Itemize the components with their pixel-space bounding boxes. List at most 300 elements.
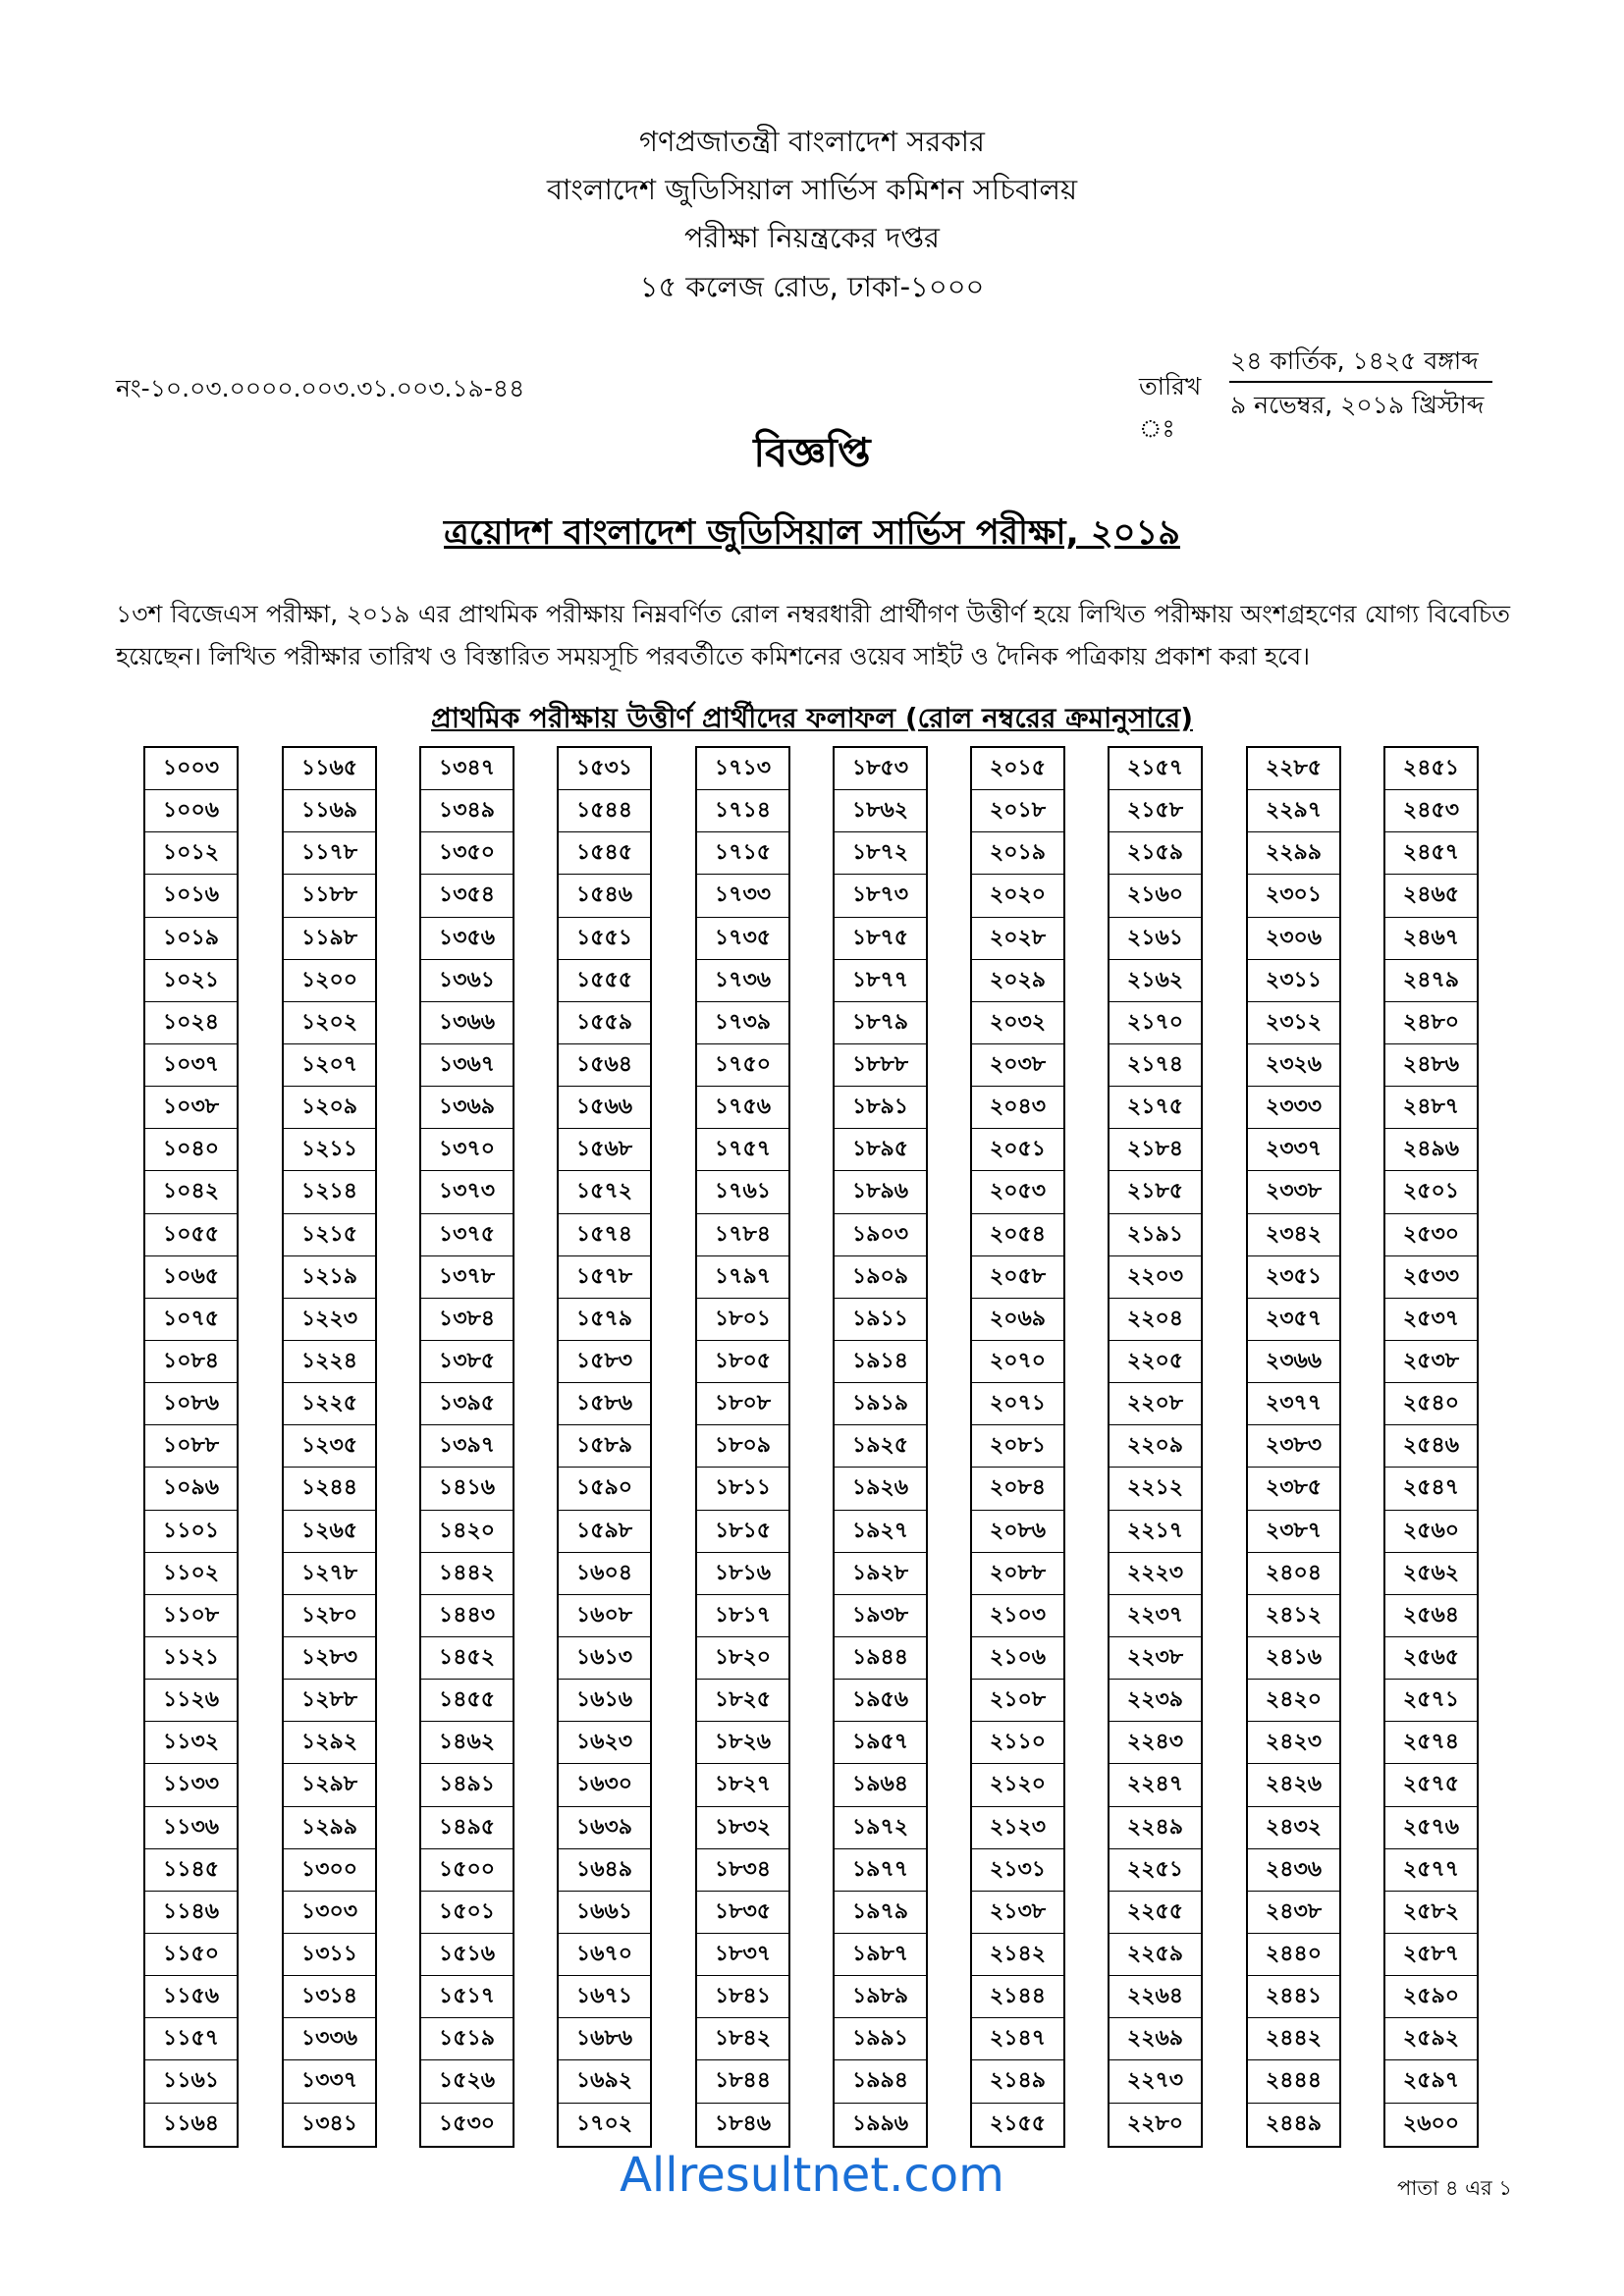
roll-number-cell: ১১৫০: [145, 1934, 237, 1976]
roll-number-cell: ১১২৬: [145, 1680, 237, 1722]
roll-number-cell: ২৫৬০: [1385, 1511, 1477, 1553]
roll-number-cell: ১২৯২: [284, 1722, 375, 1764]
roll-number-cell: ১৩৫৪: [421, 875, 513, 917]
roll-number-cell: ১৫৩০: [438, 2110, 496, 2136]
roll-number-cell: ২২৭৩: [1110, 2060, 1201, 2103]
roll-number-cell: ১৮১৬: [697, 1553, 788, 1595]
roll-number-cell: ১৭৩৫: [697, 918, 788, 960]
roll-number-cell: ২২৫৫: [1110, 1892, 1201, 1934]
roll-number-cell: ১১৬৫: [284, 748, 375, 790]
roll-number-cell: ২৪৮৭: [1385, 1087, 1477, 1129]
roll-number-cell: ১০১৯: [145, 918, 237, 960]
roll-number-cell: ১৯৭২: [835, 1807, 926, 1849]
roll-number-cell: ১৩৭৩: [421, 1171, 513, 1213]
roll-number-cell: ১৩৯৭: [421, 1425, 513, 1468]
roll-number-cell: ২১০৮: [972, 1680, 1063, 1722]
roll-number-cell: ১৩৪৯: [421, 790, 513, 832]
roll-number-cell: ১৮৪১: [697, 1976, 788, 2018]
roll-number-cell: ১২৮৮: [284, 1680, 375, 1722]
roll-number-cell: ২৩৩৮: [1248, 1171, 1339, 1213]
roll-number-cell: ১০২১: [145, 960, 237, 1002]
page-number: পাতা ৪ এর ১: [1397, 2176, 1512, 2200]
roll-number-cell: ১২০২: [284, 1002, 375, 1044]
roll-number-cell: ২১৬১: [1110, 918, 1201, 960]
roll-number-cell: ১৯৫৭: [835, 1722, 926, 1764]
roll-number-cell: ১৫৮৯: [559, 1425, 650, 1468]
roll-number-cell: ১০৮৮: [145, 1425, 237, 1468]
roll-number-cell: ১৩৬১: [421, 960, 513, 1002]
roll-number-cell: ২১৪৯: [972, 2060, 1063, 2103]
roll-number-cell: ১২২৫: [284, 1383, 375, 1425]
roll-number-cell: ২৩৮৩: [1248, 1425, 1339, 1468]
roll-number-cell: ২২৯৯: [1248, 832, 1339, 875]
roll-number-cell: ২৫৮২: [1385, 1892, 1477, 1934]
roll-number-cell: ২৩১১: [1248, 960, 1339, 1002]
roll-number-cell: ১৯৭৯: [835, 1892, 926, 1934]
roll-number-cell: ১৭৬১: [697, 1171, 788, 1213]
roll-number-cell: ১৮৯৬: [835, 1171, 926, 1213]
roll-number-cell: ১৯৪৪: [835, 1637, 926, 1680]
roll-number-cell: ১৮৭২: [835, 832, 926, 875]
roll-number-cell: ১৪৫৫: [421, 1680, 513, 1722]
roll-number-cell: ২০২৯: [972, 960, 1063, 1002]
roll-number-cell: ১৬০৪: [559, 1553, 650, 1595]
roll-number-cell: ১১৫৭: [145, 2018, 237, 2060]
roll-number-cell: ২৫৪৭: [1385, 1468, 1477, 1510]
roll-number-cell: ২২০৫: [1110, 1341, 1201, 1383]
roll-number-cell: ১৮২৭: [697, 1764, 788, 1806]
roll-number-cell: ২১৩৮: [972, 1892, 1063, 1934]
roll-number-cell: ১৩০০: [284, 1849, 375, 1892]
roll-number-cell: ১৫১৯: [421, 2018, 513, 2060]
roll-number-cell: ২১৭৫: [1110, 1087, 1201, 1129]
date-english: ৯ নভেম্বর, ২০১৯ খ্রিস্টাব্দ: [1230, 391, 1485, 419]
roll-number-cell: ১১০৮: [145, 1595, 237, 1637]
roll-number-cell: ১৪৫২: [421, 1637, 513, 1680]
roll-number-cell: ১৫৭৪: [559, 1214, 650, 1256]
roll-number-cell: ১৯৫৬: [835, 1680, 926, 1722]
roll-number-cell: ১০৪০: [145, 1129, 237, 1171]
roll-number-cell: ২৩৬৬: [1248, 1341, 1339, 1383]
roll-number-cell: ১৩৯৫: [421, 1383, 513, 1425]
roll-number-cell: ২২৫৯: [1110, 1934, 1201, 1976]
roll-number-cell: ১৫৬৮: [559, 1129, 650, 1171]
roll-number-cell: ১২০৯: [284, 1087, 375, 1129]
roll-number-cell: ১১০১: [145, 1511, 237, 1553]
notice-paragraph: ১৩শ বিজেএস পরীক্ষা, ২০১৯ এর প্রাথমিক পরীক্ষায় নিম্নবর্ণিত রোল নম্বরধারী প্রার্থীগণ উত্তীর্ণ হয়ে লিখিত পরীক্ষায় অংশগ্রহণের যোগ্য বিবেচিত হয়েছেন। লিখিত পরীক্ষার তারিখ ও বিস্তারিত সময়সূচি পরবর্তীতে কমিশনের ওয়েব সাইট ও দৈনিক পত্রিকায় প্রকাশ করা হবে।: [116, 600, 1510, 670]
roll-number-cell: ১০৭৫: [145, 1299, 237, 1341]
roll-number-cell: ১৯৯৪: [835, 2060, 926, 2103]
roll-number-cell: ১৬১৩: [559, 1637, 650, 1680]
roll-number-cell: ২২০৪: [1110, 1299, 1201, 1341]
roll-number-cell: ২১১০: [972, 1722, 1063, 1764]
roll-number-cell: ২২৩৮: [1110, 1637, 1201, 1680]
roll-number-cell: ১৭৮৪: [697, 1214, 788, 1256]
roll-number-cell: ১৩৪৭: [421, 748, 513, 790]
roll-number-cell: ১২৬৫: [284, 1511, 375, 1553]
roll-number-cell: ২৪৫১: [1385, 748, 1477, 790]
roll-number-cell: ১২১৪: [284, 1171, 375, 1213]
roll-number-cell: ১০৮৪: [145, 1341, 237, 1383]
roll-number-cell: ২৪৩৬: [1248, 1849, 1339, 1892]
roll-number-cell: ১৭১৩: [697, 748, 788, 790]
roll-column: [1383, 746, 1479, 2148]
roll-number-cell: ১৮৩৪: [697, 1849, 788, 1892]
roll-number-cell: ১৯২৫: [835, 1425, 926, 1468]
roll-number-cell: ১৩৫০: [421, 832, 513, 875]
roll-number-cell: ১৬২৩: [559, 1722, 650, 1764]
roll-number-cell: ১১৭৮: [284, 832, 375, 875]
roll-number-cell: ২২১২: [1110, 1468, 1201, 1510]
roll-number-cell: ২০১৮: [972, 790, 1063, 832]
roll-number-cell: ২২৩৭: [1110, 1595, 1201, 1637]
roll-number-cell: ১৯২৮: [835, 1553, 926, 1595]
roll-number-cell: ১১৯৮: [284, 918, 375, 960]
roll-number-cell: ২৫৯২: [1385, 2018, 1477, 2060]
roll-number-cell: ১৬৩০: [559, 1764, 650, 1806]
roll-number-cell: ২৪৫৭: [1385, 832, 1477, 875]
roll-number-cell: ১১৩২: [145, 1722, 237, 1764]
roll-number-cell: ২০১৯: [972, 832, 1063, 875]
roll-number-cell: ১১৩৩: [145, 1764, 237, 1806]
roll-number-cell: ১৮৫৩: [835, 748, 926, 790]
roll-number-cell: ১৩৭৮: [421, 1256, 513, 1299]
roll-number-cell: ১৮৩৭: [697, 1934, 788, 1976]
roll-number-cell: ১৯০৩: [835, 1214, 926, 1256]
roll-number-cell: ২১০৩: [972, 1595, 1063, 1637]
roll-number-cell: ২৩০১: [1248, 875, 1339, 917]
roll-number-cell: ২২৪৩: [1110, 1722, 1201, 1764]
roll-number-cell: ২০৫৩: [972, 1171, 1063, 1213]
roll-number-cell: ১০৮৬: [145, 1383, 237, 1425]
roll-number-cell: ১৩৮৪: [421, 1299, 513, 1341]
roll-number-cell: ২৫৪৬: [1385, 1425, 1477, 1468]
roll-number-cell: ১৯২৬: [835, 1468, 926, 1510]
roll-number-cell: ১১৬১: [145, 2060, 237, 2103]
roll-number-cell: ১৮১৭: [697, 1595, 788, 1637]
roll-number-cell: ১৩৭৫: [421, 1214, 513, 1256]
roll-number-cell: ১৯১৯: [835, 1383, 926, 1425]
roll-number-cell: ২১৫৮: [1110, 790, 1201, 832]
roll-number-cell: ২১৬০: [1110, 875, 1201, 917]
roll-number-cell: ১৭৯৭: [697, 1256, 788, 1299]
roll-number-cell: ১০৪২: [145, 1171, 237, 1213]
roll-number-cell: ২৫৬৫: [1385, 1637, 1477, 1680]
roll-number-cell: ২২৩৯: [1110, 1680, 1201, 1722]
roll-number-cell: ১৯৬৪: [835, 1764, 926, 1806]
roll-number-cell: ১২১১: [284, 1129, 375, 1171]
roll-number-cell: ২০৩৮: [972, 1044, 1063, 1087]
roll-number-cell: ২২৮৫: [1248, 748, 1339, 790]
roll-number-cell: ২১৮৪: [1110, 1129, 1201, 1171]
roll-number-cell: ১৫১৬: [421, 1934, 513, 1976]
notice-title: বিজ্ঞপ্তি: [753, 429, 871, 476]
roll-number-cell: ১৭৫৬: [697, 1087, 788, 1129]
roll-number-cell: ২৩৩৭: [1248, 1129, 1339, 1171]
roll-number-cell: ১১৪৬: [145, 1892, 237, 1934]
roll-number-cell: ১৮২৫: [697, 1680, 788, 1722]
roll-number-cell: ১৪২০: [421, 1511, 513, 1553]
roll-number-cell: ১৮৪৪: [697, 2060, 788, 2103]
roll-number-cell: ২০২০: [972, 875, 1063, 917]
roll-number-cell: ২২৮০: [1126, 2110, 1184, 2136]
roll-number-cell: ২০৫৮: [972, 1256, 1063, 1299]
roll-number-cell: ১৫০০: [421, 1849, 513, 1892]
watermark-link[interactable]: Allresultnet.com: [620, 2148, 1004, 2203]
roll-number-cell: ১৫১৭: [421, 1976, 513, 2018]
roll-number-cell: ২১৮৫: [1110, 1171, 1201, 1213]
roll-number-cell: ১৭৫৭: [697, 1129, 788, 1171]
roll-number-cell: ২২৬৪: [1110, 1976, 1201, 2018]
roll-number-cell: ২২৪৭: [1110, 1764, 1201, 1806]
roll-number-cell: ১৯১৪: [835, 1341, 926, 1383]
roll-number-cell: ১৮৬২: [835, 790, 926, 832]
roll-number-cell: ১৮১১: [697, 1468, 788, 1510]
roll-number-cell: ২১৫৭: [1110, 748, 1201, 790]
roll-number-cell: ১৮৯৫: [835, 1129, 926, 1171]
roll-number-cell: ১৯৭৭: [835, 1849, 926, 1892]
roll-number-cell: ১৫৫৯: [559, 1002, 650, 1044]
roll-number-cell: ২৫৯৭: [1385, 2060, 1477, 2103]
roll-number-cell: ১০৯৬: [145, 1468, 237, 1510]
roll-number-cell: ১০৩৭: [145, 1044, 237, 1087]
roll-number-cell: ২১৭০: [1110, 1002, 1201, 1044]
roll-number-cell: ২৪৪১: [1248, 1976, 1339, 2018]
roll-number-cell: ১২৪৪: [284, 1468, 375, 1510]
header-secretariat: বাংলাদেশ জুডিসিয়াল সার্ভিস কমিশন সচিবালয়: [546, 173, 1078, 206]
roll-number-cell: ২০৩২: [972, 1002, 1063, 1044]
roll-number-cell: ২২৯৭: [1248, 790, 1339, 832]
roll-number-cell: ১৫৯৮: [559, 1511, 650, 1553]
roll-number-cell: ১৩৪১: [300, 2110, 358, 2136]
roll-number-cell: ১৮০৯: [697, 1425, 788, 1468]
roll-number-cell: ১৪৬২: [421, 1722, 513, 1764]
roll-number-cell: ২৫৭৭: [1385, 1849, 1477, 1892]
roll-number-cell: ২৪০৪: [1248, 1553, 1339, 1595]
roll-number-cell: ২৩০৬: [1248, 918, 1339, 960]
roll-number-cell: ২১৬২: [1110, 960, 1201, 1002]
roll-number-cell: ১৩৬৯: [421, 1087, 513, 1129]
roll-number-cell: ১৭৩৬: [697, 960, 788, 1002]
roll-number-cell: ১৯৯৬: [851, 2110, 909, 2136]
roll-number-cell: ১০১২: [145, 832, 237, 875]
roll-number-cell: ১৫৩১: [559, 748, 650, 790]
roll-number-cell: ২২৪৯: [1110, 1807, 1201, 1849]
roll-number-cell: ১৫৬৬: [559, 1087, 650, 1129]
roll-number-cell: ২০৭১: [972, 1383, 1063, 1425]
roll-number-cell: ১৬০৮: [559, 1595, 650, 1637]
roll-number-cell: ২৪৮০: [1385, 1002, 1477, 1044]
roll-number-cell: ২০১৫: [972, 748, 1063, 790]
roll-number-cell: ২১৪৭: [972, 2018, 1063, 2060]
roll-number-cell: ২৪৭৯: [1385, 960, 1477, 1002]
roll-number-cell: ১৮০৫: [697, 1341, 788, 1383]
roll-number-cell: ১১৩৬: [145, 1807, 237, 1849]
roll-number-cell: ১৭৩৩: [697, 875, 788, 917]
roll-number-cell: ২৫৪০: [1385, 1383, 1477, 1425]
roll-number-cell: ২০৮৮: [972, 1553, 1063, 1595]
header-address: ১৫ কলেজ রোড, ঢাকা-১০০০: [639, 270, 985, 303]
roll-number-cell: ১৫৯০: [559, 1468, 650, 1510]
roll-number-cell: ২৩৮৫: [1248, 1468, 1339, 1510]
roll-column: [833, 746, 928, 2148]
roll-number-cell: ২৩৪২: [1248, 1214, 1339, 1256]
roll-number-cell: ১৮২৬: [697, 1722, 788, 1764]
roll-number-cell: ১৬১৬: [559, 1680, 650, 1722]
roll-number-cell: ২৪৯৬: [1385, 1129, 1477, 1171]
roll-number-cell: ১১৬৪: [162, 2110, 220, 2136]
roll-number-cell: ১১৫৬: [145, 1976, 237, 2018]
date-divider: [1229, 381, 1492, 383]
results-title: প্রাথমিক পরীক্ষায় উত্তীর্ণ প্রার্থীদের ফলাফল (রোল নম্বরের ক্রমানুসারে): [431, 702, 1193, 734]
roll-number-cell: ১৭১৫: [697, 832, 788, 875]
roll-number-cell: ২৪২৬: [1248, 1764, 1339, 1806]
roll-number-cell: ২০৮১: [972, 1425, 1063, 1468]
roll-number-cell: ১২০৭: [284, 1044, 375, 1087]
roll-number-cell: ২১৪৪: [972, 1976, 1063, 2018]
roll-number-cell: ২৫৭১: [1385, 1680, 1477, 1722]
roll-number-cell: ২১৫৯: [1110, 832, 1201, 875]
roll-number-cell: ১২৮৩: [284, 1637, 375, 1680]
roll-number-cell: ২৩৩৩: [1248, 1087, 1339, 1129]
roll-number-cell: ২৫৩৭: [1385, 1299, 1477, 1341]
roll-number-cell: ২২০৯: [1110, 1425, 1201, 1468]
roll-number-cell: ২৪১৬: [1248, 1637, 1339, 1680]
roll-number-cell: ১০০৩: [145, 748, 237, 790]
roll-number-cell: ১১০২: [145, 1553, 237, 1595]
roll-number-cell: ২৪৪৪: [1248, 2060, 1339, 2103]
roll-number-cell: ২০৫১: [972, 1129, 1063, 1171]
roll-number-cell: ২৫৭৬: [1385, 1807, 1477, 1849]
roll-number-cell: ১৬৭১: [559, 1976, 650, 2018]
roll-number-cell: ১৩১৪: [284, 1976, 375, 2018]
roll-number-cell: ২৫৯০: [1385, 1976, 1477, 2018]
roll-number-cell: ২৫৭৪: [1385, 1722, 1477, 1764]
roll-number-cell: ১২৭৮: [284, 1553, 375, 1595]
roll-number-cell: ২৪৪৯: [1265, 2110, 1323, 2136]
roll-number-cell: ১৬৮৬: [559, 2018, 650, 2060]
roll-number-cell: ২৪৫৩: [1385, 790, 1477, 832]
roll-number-cell: ১৯৩৮: [835, 1595, 926, 1637]
memo-number: নং-১০.০৩.০০০০.০০৩.৩১.০০৩.১৯-৪৪: [116, 374, 525, 402]
roll-number-cell: ১৮৯১: [835, 1087, 926, 1129]
roll-number-cell: ২৪৪০: [1248, 1934, 1339, 1976]
roll-number-cell: ১৫৪৪: [559, 790, 650, 832]
roll-number-cell: ২৫৬৪: [1385, 1595, 1477, 1637]
roll-number-cell: ১৮৭৯: [835, 1002, 926, 1044]
roll-number-cell: ২০৮৬: [972, 1511, 1063, 1553]
roll-number-cell: ১২১৯: [284, 1256, 375, 1299]
roll-number-cell: ১৮৭৫: [835, 918, 926, 960]
roll-number-cell: ১৮২০: [697, 1637, 788, 1680]
roll-column: [143, 746, 239, 2148]
roll-number-cell: ২১৪২: [972, 1934, 1063, 1976]
roll-number-cell: ২৪২৩: [1248, 1722, 1339, 1764]
roll-number-cell: ১৭১৪: [697, 790, 788, 832]
roll-number-cell: ১৭৫০: [697, 1044, 788, 1087]
roll-number-cell: ২৫৭৫: [1385, 1764, 1477, 1806]
roll-number-cell: ১৬৬১: [559, 1892, 650, 1934]
roll-number-cell: ১৩১১: [284, 1934, 375, 1976]
roll-number-cell: ১০০৬: [145, 790, 237, 832]
roll-number-cell: ১১৬৯: [284, 790, 375, 832]
roll-number-cell: ১৪৪৩: [421, 1595, 513, 1637]
roll-number-cell: ১৫৮৬: [559, 1383, 650, 1425]
roll-number-cell: ১২৯৮: [284, 1764, 375, 1806]
roll-number-cell: ২৫৩৩: [1385, 1256, 1477, 1299]
roll-number-cell: ২২৫১: [1110, 1849, 1201, 1892]
roll-number-cell: ১৪৯১: [421, 1764, 513, 1806]
roll-number-cell: ১৬৪৯: [559, 1849, 650, 1892]
roll-number-cell: ১৮৭৭: [835, 960, 926, 1002]
roll-number-cell: ১০৫৫: [145, 1214, 237, 1256]
roll-number-cell: ১৮০৮: [697, 1383, 788, 1425]
roll-number-cell: ২০৬৯: [972, 1299, 1063, 1341]
roll-number-cell: ২৩৫৭: [1248, 1299, 1339, 1341]
roll-number-cell: ২০৫৪: [972, 1214, 1063, 1256]
roll-number-cell: ১০৬৫: [145, 1256, 237, 1299]
roll-number-cell: ২৫৩৮: [1385, 1341, 1477, 1383]
roll-number-cell: ২৪৬৫: [1385, 875, 1477, 917]
roll-number-cell: ২৪৮৬: [1385, 1044, 1477, 1087]
roll-number-cell: ২১২৩: [972, 1807, 1063, 1849]
roll-number-cell: ২১২০: [972, 1764, 1063, 1806]
roll-number-cell: ১৪১৬: [421, 1468, 513, 1510]
roll-number-cell: ২৩৫১: [1248, 1256, 1339, 1299]
roll-number-cell: ১৩৬৭: [421, 1044, 513, 1087]
roll-number-cell: ২৪৬৭: [1385, 918, 1477, 960]
roll-number-cell: ২৪১২: [1248, 1595, 1339, 1637]
roll-number-cell: ১৩৮৫: [421, 1341, 513, 1383]
roll-number-cell: ১৬৭০: [559, 1934, 650, 1976]
roll-number-cell: ২২৬৯: [1110, 2018, 1201, 2060]
roll-number-cell: ২২০৮: [1110, 1383, 1201, 1425]
roll-number-cell: ১৯১১: [835, 1299, 926, 1341]
roll-number-cell: ২৪৩৮: [1248, 1892, 1339, 1934]
roll-column: [282, 746, 377, 2148]
roll-number-cell: ১০৩৮: [145, 1087, 237, 1129]
roll-number-cell: ২৩৭৭: [1248, 1383, 1339, 1425]
roll-number-cell: ১১২১: [145, 1637, 237, 1680]
roll-number-cell: ১৫০১: [421, 1892, 513, 1934]
roll-number-cell: ১৫৪৫: [559, 832, 650, 875]
roll-number-cell: ১৫৫১: [559, 918, 650, 960]
roll-number-cell: ২১৫৫: [989, 2110, 1047, 2136]
roll-number-cell: ১৪৯৫: [421, 1807, 513, 1849]
header-government: গণপ্রজাতন্ত্রী বাংলাদেশ সরকার: [638, 125, 986, 158]
roll-number-cell: ১৮১৫: [697, 1511, 788, 1553]
roll-number-cell: ১১৮৮: [284, 875, 375, 917]
date-label: তারিখ ঃ: [1139, 372, 1202, 443]
roll-number-cell: ১৬৯২: [559, 2060, 650, 2103]
roll-number-cell: ১৫২৬: [421, 2060, 513, 2103]
date-bangla: ২৪ কার্তিক, ১৪২৫ বঙ্গাব্দ: [1230, 347, 1479, 375]
roll-number-cell: ২৪৪২: [1248, 2018, 1339, 2060]
roll-number-cell: ১৭০২: [575, 2110, 633, 2136]
roll-number-cell: ২৩৮৭: [1248, 1511, 1339, 1553]
roll-number-cell: ১৬৩৯: [559, 1807, 650, 1849]
roll-number-cell: ১৫৬৪: [559, 1044, 650, 1087]
roll-number-cell: ২০৮৪: [972, 1468, 1063, 1510]
roll-number-cell: ২১৩১: [972, 1849, 1063, 1892]
roll-number-cell: ১২৩৫: [284, 1425, 375, 1468]
roll-number-cell: ২৬০০: [1402, 2110, 1460, 2136]
roll-number-cell: ২৫৮৭: [1385, 1934, 1477, 1976]
roll-column: [1108, 746, 1203, 2148]
roll-number-cell: ১১৪৫: [145, 1849, 237, 1892]
roll-number-cell: ২০৪৩: [972, 1087, 1063, 1129]
roll-number-cell: ১২৯৯: [284, 1807, 375, 1849]
